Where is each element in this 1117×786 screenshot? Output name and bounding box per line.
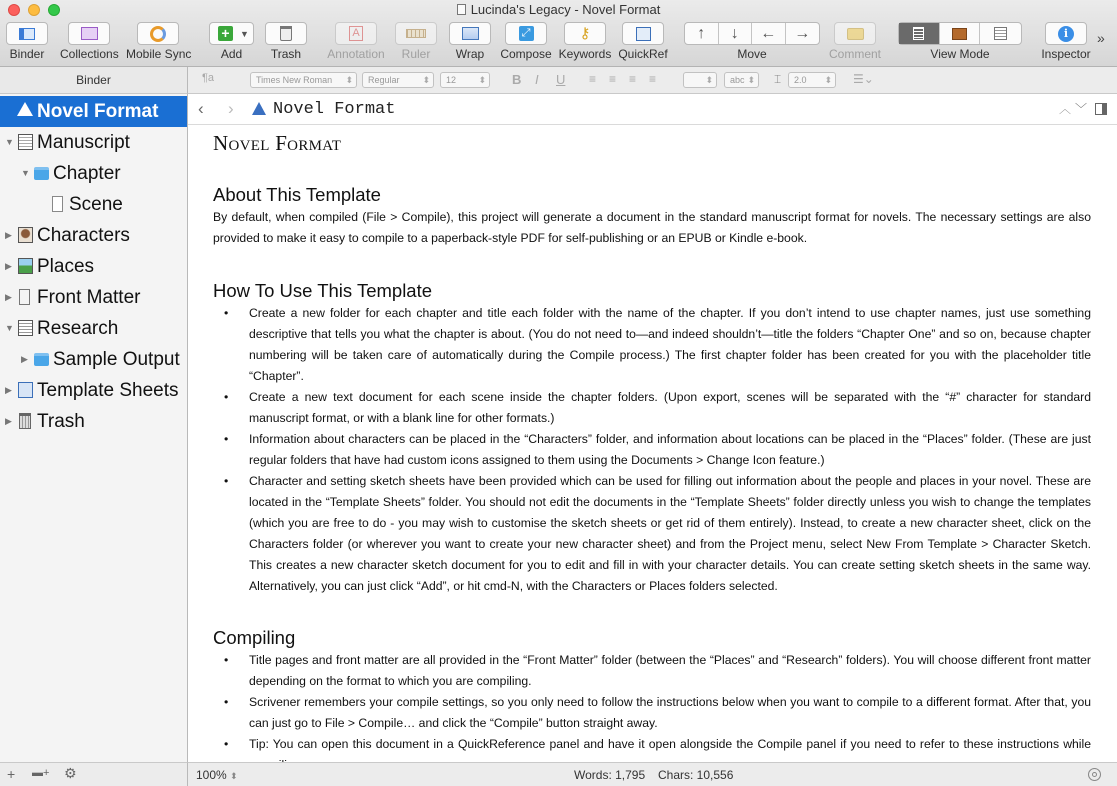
move-down-button[interactable]: ↓	[719, 23, 753, 44]
info-icon: i	[1058, 26, 1074, 42]
align-right-icon[interactable]: ≡	[629, 72, 637, 86]
annotation-toolbar-button[interactable]: A Annotation	[326, 22, 386, 61]
text-color-select[interactable]	[683, 72, 717, 88]
quickref-icon	[636, 27, 651, 41]
add-folder-button[interactable]: ▬+	[32, 767, 50, 779]
binder-item-sample-output[interactable]: ▶ Sample Output	[0, 344, 187, 375]
title-toolbar	[0, 0, 1117, 67]
binder-item-characters[interactable]: ▶ Characters	[0, 220, 187, 251]
disclosure-closed-icon[interactable]: ▶	[5, 416, 12, 426]
next-document-button[interactable]: ﹀	[1075, 102, 1088, 116]
quickref-toolbar-button[interactable]: QuickRef	[617, 22, 669, 61]
align-center-icon[interactable]: ≡	[609, 72, 617, 86]
list-item: • Title pages and front matter are all provided in the “Front Matter” folder (between the “Places” and “Research” folders). You will choose different front matter depending on the format to which you are compiling.	[213, 650, 1091, 692]
window-title: Lucinda's Legacy - Novel Format	[0, 2, 1117, 17]
typeface-select[interactable]: Regular ⬍	[362, 72, 434, 88]
view-mode-scrivenings-button[interactable]	[899, 23, 940, 44]
move-toolbar-group: ↑ ↓ ← → Move	[684, 22, 820, 61]
compose-icon: ⤢	[519, 26, 534, 41]
split-editor-icon[interactable]	[1095, 103, 1107, 115]
document-title: Novel Format	[213, 131, 342, 155]
font-size-select[interactable]: 12 ⬍	[440, 72, 490, 88]
binder-sidebar	[0, 94, 188, 762]
wrap-toolbar-button[interactable]: Wrap	[448, 22, 492, 61]
zoom-select[interactable]: 100% ⬍	[196, 768, 238, 782]
binder-item-trash[interactable]: ▶ Trash	[0, 406, 187, 437]
bullet-list	[213, 650, 1091, 776]
warning-doc-icon	[17, 102, 33, 116]
ruler-toolbar-button[interactable]: Ruler	[394, 22, 438, 61]
disclosure-closed-icon[interactable]: ▶	[5, 230, 12, 240]
line-spacing-icon: ⌶	[774, 72, 782, 86]
align-left-icon[interactable]: ≡	[589, 72, 597, 86]
binder-header: Binder	[0, 67, 188, 94]
document-proxy-icon[interactable]	[457, 4, 466, 15]
forward-button[interactable]: ›	[228, 99, 234, 118]
comment-icon	[847, 28, 864, 40]
move-left-button[interactable]: ←	[752, 23, 786, 44]
paragraph-style-button[interactable]: ¶a	[202, 72, 215, 84]
section-heading: Compiling	[213, 627, 296, 648]
target-icon[interactable]	[1088, 768, 1101, 781]
binder-item-places[interactable]: ▶ Places	[0, 251, 187, 282]
view-mode-outliner-button[interactable]	[980, 23, 1021, 44]
editor-header	[188, 94, 1117, 125]
align-justify-icon[interactable]: ≡	[649, 72, 657, 86]
list-item: • Character and setting sketch sheets have been provided which can be used for filling out information about the people and places in your novel. These are located in the “Template Sheets” folder. You should not edit the documents in the “Template Sheets” folder directly unless you wish to change the templates (which you are free to do - you may wish to customise the sketch sheets or get rid of them entirely). Instead, to create a new character sheet, click on the Characters folder (or wherever you want to create your new character sheet) and from the Project menu, select New From Template > Character Sketch. This creates a new character sketch document for you to edit and fill in with your character details. You can create setting sketch sheets in the same way. Alternatively, you can just click “Add”, or hit cmd-N, with the Characters or Places folders selected.	[213, 471, 1091, 597]
view-mode-corkboard-button[interactable]	[940, 23, 981, 44]
list-item: • Scrivener remembers your compile settings, so you only need to follow the instructions below when you want to compile to a different format. After that, you can just go to File > Compile… and click the “Compile” button straight away.	[213, 692, 1091, 734]
mobile-sync-toolbar-button[interactable]: Mobile Sync	[126, 22, 190, 61]
binder-item-front-matter[interactable]: ▶ Front Matter	[0, 282, 187, 313]
key-icon: ⚷	[579, 25, 591, 42]
section-heading: About This Template	[213, 184, 381, 205]
editor-header-title[interactable]: Novel Format	[273, 100, 396, 119]
back-button[interactable]: ‹	[198, 99, 204, 118]
outliner-icon	[994, 27, 1007, 40]
research-icon	[18, 320, 33, 336]
italic-button[interactable]: I	[535, 72, 539, 87]
document-view-icon	[913, 27, 924, 40]
line-spacing-select[interactable]: 2.0 ⬍	[788, 72, 836, 88]
warning-doc-icon	[252, 102, 266, 115]
binder-item-research[interactable]: ▼ Research	[0, 313, 187, 344]
places-icon	[18, 258, 33, 274]
trash-toolbar-button[interactable]: Trash	[264, 22, 308, 61]
section-heading: How To Use This Template	[213, 280, 433, 301]
collections-icon	[81, 27, 98, 40]
font-family-select[interactable]: Times New Roman ⬍	[250, 72, 357, 88]
document-content	[213, 125, 1091, 776]
highlight-select[interactable]: abc ⬍	[724, 72, 759, 88]
binder-footer	[0, 762, 188, 786]
status-bar	[188, 762, 1117, 786]
list-item: • Information about characters can be placed in the “Characters” folder, and information about locations can be placed in the “Places” folder. (These are just regular folders that have had custom icons assigned to them using the Documents > Change Icon feature.)	[213, 429, 1091, 471]
binder-item-template-sheets[interactable]: ▶ Template Sheets	[0, 375, 187, 406]
disclosure-closed-icon[interactable]: ▶	[21, 354, 28, 364]
collections-toolbar-button[interactable]: Collections	[60, 22, 118, 61]
binder-icon	[19, 28, 35, 40]
binder-item-chapter[interactable]: ▼ Chapter	[0, 158, 187, 189]
disclosure-closed-icon[interactable]: ▶	[5, 385, 12, 395]
ruler-icon	[406, 29, 426, 38]
chevron-down-icon: ▼	[240, 28, 249, 39]
list-item: • Create a new text document for each scene inside the chapter folders. (Upon export, scenes will be separated with the “#” character for standard manuscript format, or with a blank line for other formats.)	[213, 387, 1091, 429]
bold-button[interactable]: B	[512, 72, 522, 87]
underline-button[interactable]: U	[556, 72, 566, 87]
binder-item-scene[interactable]: Scene	[0, 189, 187, 220]
stepper-icon: ⬍	[230, 771, 238, 781]
toolbar-overflow-button[interactable]: »	[1097, 30, 1105, 46]
add-item-button[interactable]: +	[7, 766, 16, 782]
disclosure-closed-icon[interactable]: ▶	[5, 292, 12, 302]
template-sheets-icon	[18, 382, 33, 398]
disclosure-open-icon[interactable]: ▼	[5, 137, 14, 147]
add-green-icon: +	[218, 26, 233, 41]
binder-settings-button[interactable]: ⚙	[64, 765, 77, 781]
trash-icon	[19, 413, 31, 429]
trash-can-icon	[280, 26, 292, 41]
annotation-icon: A	[349, 26, 363, 41]
folder-icon	[34, 167, 49, 180]
inspector-toolbar-button[interactable]: i Inspector	[1041, 22, 1091, 61]
wrap-icon	[462, 27, 479, 40]
characters-icon	[18, 227, 33, 243]
document-icon	[52, 196, 63, 212]
format-bar	[188, 67, 1117, 94]
keywords-toolbar-button[interactable]: ⚷ Keywords	[558, 22, 612, 61]
add-toolbar-button[interactable]: + ▼ Add	[209, 22, 254, 61]
manuscript-icon	[18, 134, 33, 150]
bullet-list	[213, 303, 1091, 597]
list-item: • Tip: You can open this document in a QuickReference panel and have it open alongside the Compile panel if you need to refer to these instructions while	[213, 734, 1091, 776]
char-count: Chars: 10,556	[658, 768, 734, 782]
disclosure-open-icon[interactable]: ▼	[21, 168, 30, 178]
comment-toolbar-button[interactable]: Comment	[826, 22, 884, 61]
compose-toolbar-button[interactable]: ⤢ Compose	[500, 22, 552, 61]
list-style-icon[interactable]: ☰⌄	[853, 72, 874, 86]
move-right-button[interactable]: →	[794, 24, 811, 42]
binder-item-novel-format[interactable]: Novel Format	[0, 96, 187, 127]
corkboard-icon	[952, 28, 967, 40]
disclosure-open-icon[interactable]: ▼	[5, 323, 14, 333]
sync-icon	[150, 26, 166, 42]
front-matter-icon	[19, 289, 30, 305]
move-up-button[interactable]: ↑	[685, 23, 719, 44]
section-paragraph: By default, when compiled (File > Compile), this project will generate a document in the standard manuscript format for novels. The necessary settings are also provided to make it easy to compile to a paperback-style PDF for self-publishing or an EPUB or Kindle e-book.	[213, 210, 1091, 245]
view-mode-toolbar-group: View Mode	[898, 22, 1022, 61]
folder-icon	[34, 353, 49, 366]
previous-document-button[interactable]: ︿	[1059, 102, 1072, 116]
word-count: Words: 1,795	[574, 768, 646, 782]
text-editor[interactable]	[188, 125, 1117, 762]
list-item: • Create a new folder for each chapter and title each folder with the name of the chapter. If you don’t intend to use chapter names, just use something descriptive that tells you what the chapter is about. (You do not need to—and indeed shouldn’t—title the folders “Chapter One” and so on, because chapter numbering will be taken care of automatically during the Compile process.) The first chapter folder has been created for you with the placeholder title “Chapter”.	[213, 303, 1091, 387]
disclosure-closed-icon[interactable]: ▶	[5, 261, 12, 271]
binder-toolbar-button[interactable]: Binder	[6, 22, 48, 61]
binder-item-manuscript[interactable]: ▼ Manuscript	[0, 127, 187, 158]
